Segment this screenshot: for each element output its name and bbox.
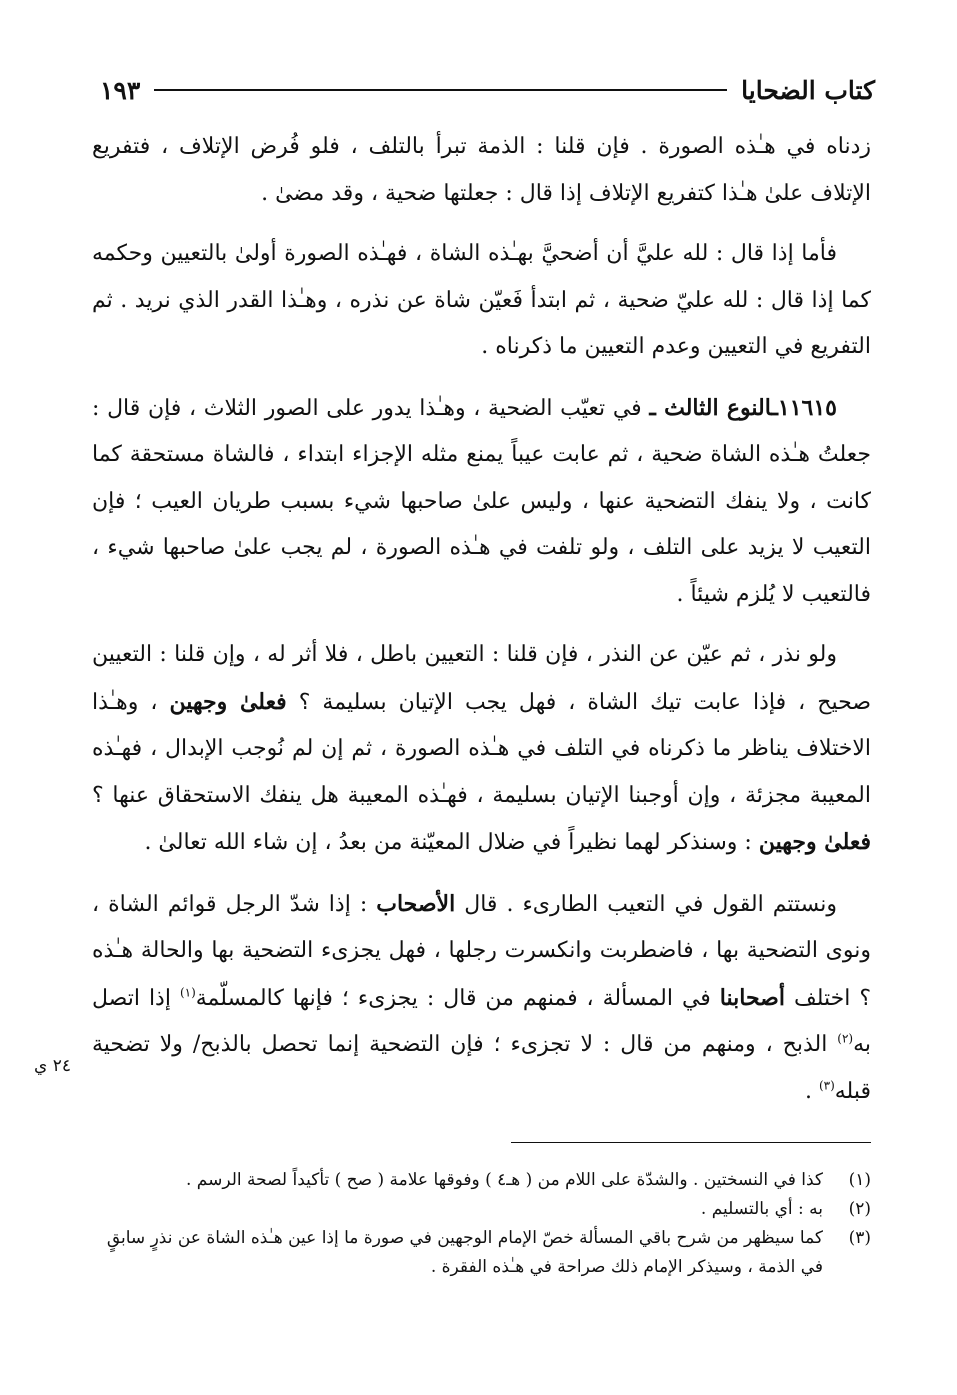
footnote-ref: (٣) [818,1078,835,1093]
paragraph-text: إذا اتصل به [92,985,871,1057]
section-heading: النوع الثالث ـ [649,394,772,421]
paragraph-text: ولو نذر ، ثم عيّن عن النذر ، فإن قلنا : التعيين باطل ، فلا أثر له ، وإن قلنا : التعيين صحيح ، فإذا عابت تيك الشاة ، فهل يجب الإتيان بسليمة ؟ [92,642,872,715]
footnote-text: كما سيظهر من شرح باقي المسألة خصّ الإمام الوجهين في صورة ما إذا عين هـٰذه الشاة عن نذرٍ سابقٍ في الذمة ، وسيذكر الإمام ذلك صراحة في هـٰذه الفقرة . [106,1228,823,1277]
footnote [92,1224,871,1282]
paragraph: فأما إذا قال : لله عليَّ أن أضحيَّ بهـٰذه الشاة ، فهـٰذه الصورة أولىٰ بالتعيين وحكمه كما إذا قال : لله عليّ ضحية ، ثم ابتدأ فَعيّن شاة عن نذره ، وهـٰذا القدر الذي نريد . ثم التفريع في التعيين وعدم التعيين ما ذكرناه . [92,241,871,359]
bold-phrase: فعلىٰ وجهين [169,688,287,715]
paragraph-text: في تعيّب الضحية ، وهـٰذا يدور على الصور الثلاث ، فإن قال : جعلتُ هـٰذه الشاة ضحية ، ثم عابت عيباً يمنع مثله الإجزاء ابتداء ، فالشاة مستحقة كما كانت ، ولا ينفك التضحية عنها ، وليس علىٰ صاحبها شيء بسبب طريان العيب ؛ فإن التعيب لا يزيد على التلف ، ولو تلفت في هـٰذه الصورة ، لم يجب علىٰ صاحبها شيء ، فالتعيب لا يُلزم شيئاً . [92,395,871,607]
paragraph-text: الذبح ، ومنهم من قال : لا تجزىء ؛ فإن التضحية إنما تحصل بالذبح/ ولا تضحية قبله [92,1032,871,1104]
paragraph [92,881,871,1116]
paragraph-text: : وسنذكر لهما نظيراً في ضلال المعيّنة من بعدُ ، إن شاء الله تعالىٰ . [144,830,759,855]
paragraph-text: : إذا شدّ الرجل قوائم الشاة ، ونوى التضحية بها ، فاضطربت وانكسرت رجلها ، فهل يجزىء التضحية بها والحالة هـٰذه ؟ اختلف [92,891,871,1011]
footnote-number: (٢) [848,1199,871,1219]
footnotes [92,1166,871,1282]
page-number: ١٩٣ [100,75,141,105]
footnote-ref: (٢) [837,1031,854,1046]
bold-phrase: أصحابنا [719,984,785,1011]
section-paragraph [92,385,871,619]
footnote [92,1195,871,1224]
paragraph-text: في المسألة ، فمنهم من قال : يجزىء ؛ فإنها كالمسلّمة [195,985,720,1011]
bold-phrase: فعلىٰ وجهين [758,829,871,855]
footnote-number: (٣) [848,1228,871,1248]
section-number: ١١٦١٥ـ [771,394,837,421]
main-text [92,124,871,1129]
running-header [100,68,875,112]
footnote-text: كذا في النسختين . والشدّة على اللام من ( هـ٤ ) وفوقها علامة ( صح ) تأكيداً لصحة الرسم . [186,1170,823,1190]
footnote-rule [511,1142,871,1143]
footnote-text: به : أي بالتسليم . [700,1199,823,1219]
footnote-number: (١) [848,1170,871,1190]
paragraph-text: ونستتم القول في التعيب الطارىء . قال [455,891,837,917]
paragraph-text: ، وهـٰذا الاختلاف يناظر ما ذكرناه في التلف في هـٰذه الصورة ، ثم إن لم نُوجب الإبدال ، فهـٰذه المعيبة مجزئة ، وإن أوجبنا الإتيان بسليمة ، فهـٰذه المعيبة هل ينفك الاستحقاق عنها ؟ [92,689,871,808]
margin-note: ٢٤ ي [34,1056,71,1076]
header-rule [154,89,727,91]
footnote-ref: (١) [179,985,196,1000]
paragraph [92,632,871,867]
paragraph: زدناه في هـٰذه الصورة . فإن قلنا : الذمة تبرأ بالتلف ، فلو فُرض الإتلاف ، فتفريع الإتلاف علىٰ هـٰذا كتفريع الإتلاف إذا قال : جعلتها ضحية ، وقد مضىٰ . [92,134,871,206]
footnote [92,1166,871,1195]
book-title: كتاب الضحايا [741,75,875,105]
bold-phrase: الأصحاب [376,890,456,917]
paragraph-text: . [804,1078,819,1104]
